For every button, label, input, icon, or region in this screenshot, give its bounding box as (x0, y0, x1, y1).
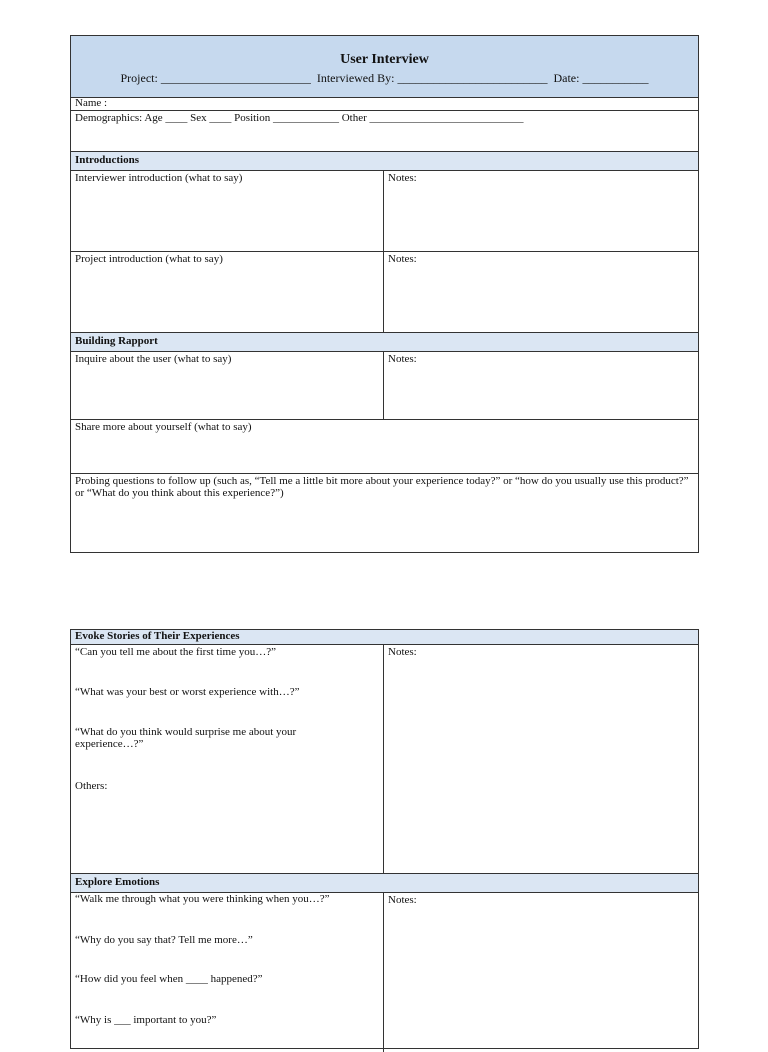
name-field[interactable]: Name : (71, 97, 698, 110)
section-building-rapport: Building Rapport (71, 332, 698, 351)
interview-form-page-1 (70, 35, 699, 553)
inquire-user-notes[interactable]: Notes: (388, 353, 417, 365)
project-intro-field[interactable]: Project introduction (what to say) (71, 252, 384, 332)
section-explore-emotions: Explore Emotions (71, 873, 698, 892)
stories-row (71, 644, 698, 873)
section-evoke-stories: Evoke Stories of Their Experiences (71, 630, 698, 644)
form-header (71, 36, 698, 97)
interview-form-page-2 (70, 629, 699, 1049)
emotions-notes[interactable]: Notes: (388, 894, 417, 906)
demographics-field[interactable]: Demographics: Age ____ Sex ____ Position ____________ Other ____________________________ (71, 110, 698, 151)
form-title: User Interview (340, 52, 429, 67)
project-intro-notes[interactable]: Notes: (388, 253, 417, 265)
date-field[interactable]: Date: ___________ (553, 71, 649, 85)
share-yourself-field[interactable]: Share more about yourself (what to say) (71, 419, 698, 473)
interviewed-by-field[interactable]: Interviewed By: _________________________ (316, 71, 548, 85)
emotions-questions[interactable] (71, 893, 384, 1052)
emotion-question-walk-through: “Walk me through what you were thinking when you…?” (75, 893, 330, 905)
stories-notes[interactable]: Notes: (388, 646, 417, 658)
section-introductions: Introductions (71, 151, 698, 170)
story-question-surprise: “What do you think would surprise me about your experience…?” (75, 726, 297, 750)
interviewer-intro-notes[interactable]: Notes: (388, 172, 417, 184)
stories-questions[interactable] (71, 645, 384, 873)
project-intro-row (71, 251, 698, 332)
emotion-question-how-feel: “How did you feel when ____ happened?” (75, 973, 263, 985)
emotion-question-why-important: “Why is ___ important to you?” (75, 1014, 217, 1026)
inquire-row (71, 351, 698, 419)
emotions-row (71, 892, 698, 1052)
emotion-question-why-say: “Why do you say that? Tell me more…” (75, 934, 253, 946)
story-question-best-worst: “What was your best or worst experience with…?” (75, 686, 300, 698)
story-others-label: Others: (75, 780, 108, 792)
form-header-fields (71, 68, 698, 86)
interviewer-intro-row (71, 170, 698, 251)
probing-questions-field[interactable]: Probing questions to follow up (such as, “Tell me a little bit more about your experience today?” or “how do you usually use this product?” or “What do you think about this experience?”) (71, 473, 698, 552)
inquire-user-field[interactable]: Inquire about the user (what to say) (71, 352, 384, 419)
interviewer-intro-field[interactable]: Interviewer introduction (what to say) (71, 171, 384, 251)
project-field[interactable]: Project: _________________________ (120, 71, 311, 85)
story-question-first-time: “Can you tell me about the first time you…?” (75, 646, 277, 658)
